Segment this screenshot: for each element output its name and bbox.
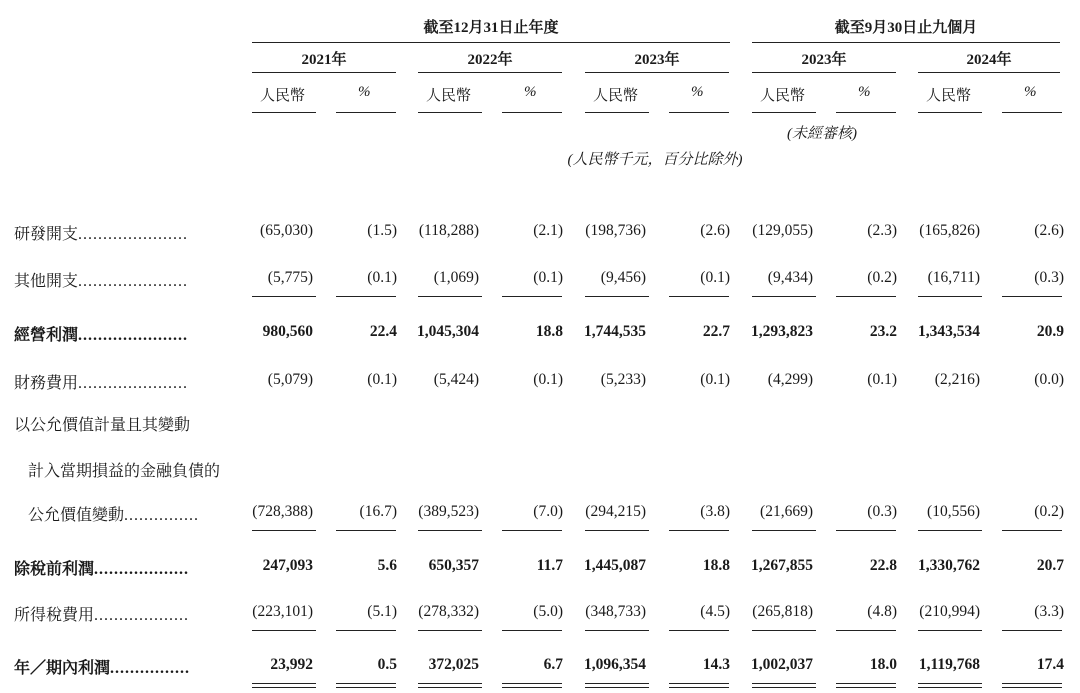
percent-cell: 0.5 [377, 656, 397, 673]
percent-cell: 22.7 [702, 323, 730, 340]
subtotal-rule [252, 296, 316, 297]
row-label: 公允價值變動............... [28, 507, 200, 524]
percent-cell: (3.8) [700, 503, 730, 520]
currency-rule [252, 112, 316, 113]
total-double-rule [502, 683, 562, 688]
percent-cell: 18.8 [535, 323, 563, 340]
currency-rule [752, 112, 816, 113]
amount-cell: (728,388) [252, 503, 313, 520]
subtotal-rule [669, 630, 729, 631]
subtotal-rule [752, 630, 816, 631]
year-header: 2021年 [301, 52, 347, 68]
subtotal-rule [336, 296, 396, 297]
total-double-rule [918, 683, 982, 688]
percent-cell: (4.8) [867, 603, 897, 620]
percent-cell: (4.5) [700, 603, 730, 620]
percent-cell: 6.7 [543, 656, 563, 673]
subtotal-rule [752, 296, 816, 297]
year-header: 2022年 [467, 52, 513, 68]
amount-cell: (294,215) [585, 503, 646, 520]
total-double-rule [252, 683, 316, 688]
total-double-rule [1002, 683, 1062, 688]
amount-cell: (2,216) [934, 371, 980, 388]
percent-cell: (0.1) [367, 371, 397, 388]
row-leader: ............... [124, 507, 200, 524]
unit-note: (人民幣千元，百分比除外) [567, 152, 743, 168]
percent-header: % [691, 84, 704, 100]
percent-cell: (0.1) [367, 269, 397, 286]
amount-cell: (210,994) [919, 603, 980, 620]
amount-cell: (21,669) [760, 503, 813, 520]
amount-cell: (5,233) [600, 371, 646, 388]
percent-cell: (0.3) [1034, 269, 1064, 286]
percent-rule [336, 112, 396, 113]
amount-cell: (223,101) [252, 603, 313, 620]
subtotal-rule [918, 296, 982, 297]
percent-rule [1002, 112, 1062, 113]
total-double-rule [336, 683, 396, 688]
currency-header: 人民幣 [926, 88, 972, 104]
percent-cell: (0.1) [700, 371, 730, 388]
amount-cell: 1,744,535 [584, 323, 646, 340]
total-double-rule [418, 683, 482, 688]
amount-cell: 1,045,304 [417, 323, 479, 340]
percent-cell: 17.4 [1036, 656, 1064, 673]
subtotal-rule [836, 296, 896, 297]
amount-cell: (265,818) [752, 603, 813, 620]
row-label: 以公允價值計量且其變動 [14, 417, 191, 434]
amount-cell: (4,299) [767, 371, 813, 388]
amount-cell: (129,055) [752, 222, 813, 239]
row-leader: ................... [94, 561, 190, 578]
row-label: 除稅前利潤................... [14, 561, 190, 578]
subtotal-rule [836, 630, 896, 631]
percent-cell: (16.7) [359, 503, 397, 520]
total-double-rule [752, 683, 816, 688]
percent-cell: (2.6) [700, 222, 730, 239]
group-header-year: 截至12月31日止年度 [423, 20, 559, 36]
amount-cell: 1,445,087 [584, 557, 646, 574]
amount-cell: 23,992 [270, 656, 313, 673]
amount-cell: (10,556) [927, 503, 980, 520]
percent-cell: 22.4 [369, 323, 397, 340]
amount-cell: (165,826) [919, 222, 980, 239]
year-rule [585, 72, 729, 73]
percent-cell: (3.3) [1034, 603, 1064, 620]
percent-cell: 20.9 [1036, 323, 1064, 340]
subtotal-rule [585, 530, 649, 531]
unaudited-note: (未經審核) [787, 126, 857, 142]
subtotal-rule [252, 630, 316, 631]
subtotal-rule [836, 530, 896, 531]
percent-header: % [358, 84, 371, 100]
subtotal-rule [252, 530, 316, 531]
row-leader: ................ [110, 660, 191, 677]
row-leader: ................... [94, 607, 190, 624]
currency-rule [418, 112, 482, 113]
amount-cell: 1,267,855 [751, 557, 813, 574]
amount-cell: (16,711) [927, 269, 980, 286]
year-rule [252, 72, 396, 73]
row-label: 其他開支...................... [14, 273, 189, 290]
percent-cell: (5.1) [367, 603, 397, 620]
amount-cell: (389,523) [418, 503, 479, 520]
amount-cell: 1,096,354 [584, 656, 646, 673]
row-label: 所得稅費用................... [14, 607, 190, 624]
percent-rule [836, 112, 896, 113]
subtotal-rule [1002, 530, 1062, 531]
percent-cell: 5.6 [377, 557, 397, 574]
percent-cell: (0.2) [1034, 503, 1064, 520]
year-rule [918, 72, 1060, 73]
row-label: 財務費用...................... [14, 375, 189, 392]
subtotal-rule [418, 296, 482, 297]
subtotal-rule [336, 630, 396, 631]
amount-cell: 1,293,823 [751, 323, 813, 340]
year-header: 2023年 [801, 52, 847, 68]
percent-cell: (2.3) [867, 222, 897, 239]
total-double-rule [669, 683, 729, 688]
amount-cell: (9,456) [600, 269, 646, 286]
subtotal-rule [585, 630, 649, 631]
amount-cell: (5,424) [433, 371, 479, 388]
subtotal-rule [752, 530, 816, 531]
subtotal-rule [502, 530, 562, 531]
currency-header: 人民幣 [426, 88, 472, 104]
amount-cell: (1,069) [433, 269, 479, 286]
amount-cell: (348,733) [585, 603, 646, 620]
amount-cell: (118,288) [418, 222, 479, 239]
row-label: 計入當期損益的金融負債的 [28, 463, 221, 480]
subtotal-rule [918, 530, 982, 531]
amount-cell: 1,119,768 [918, 656, 980, 673]
amount-cell: 247,093 [262, 557, 313, 574]
group-rule-nine-months [752, 42, 1060, 43]
subtotal-rule [1002, 296, 1062, 297]
row-leader: ...................... [78, 327, 189, 344]
percent-cell: 18.8 [702, 557, 730, 574]
percent-rule [502, 112, 562, 113]
year-rule [752, 72, 896, 73]
total-double-rule [836, 683, 896, 688]
percent-cell: (2.1) [533, 222, 563, 239]
amount-cell: 650,357 [428, 557, 479, 574]
row-leader: ...................... [78, 375, 189, 392]
subtotal-rule [1002, 630, 1062, 631]
amount-cell: (5,079) [267, 371, 313, 388]
percent-cell: (0.1) [700, 269, 730, 286]
subtotal-rule [669, 296, 729, 297]
percent-cell: (0.1) [867, 371, 897, 388]
year-header: 2023年 [634, 52, 680, 68]
amount-cell: 980,560 [262, 323, 313, 340]
subtotal-rule [502, 630, 562, 631]
amount-cell: (198,736) [585, 222, 646, 239]
percent-rule [669, 112, 729, 113]
amount-cell: (9,434) [767, 269, 813, 286]
group-rule-year [252, 42, 730, 43]
row-label: 經營利潤...................... [14, 327, 189, 344]
currency-header: 人民幣 [260, 88, 306, 104]
percent-cell: 22.8 [869, 557, 897, 574]
percent-header: % [1024, 84, 1037, 100]
percent-header: % [524, 84, 537, 100]
subtotal-rule [336, 530, 396, 531]
percent-cell: 20.7 [1036, 557, 1064, 574]
currency-rule [918, 112, 982, 113]
year-rule [418, 72, 562, 73]
currency-rule [585, 112, 649, 113]
percent-cell: 11.7 [536, 557, 563, 574]
percent-cell: (7.0) [533, 503, 563, 520]
percent-cell: (2.6) [1034, 222, 1064, 239]
currency-header: 人民幣 [760, 88, 806, 104]
subtotal-rule [502, 296, 562, 297]
amount-cell: (65,030) [260, 222, 313, 239]
percent-header: % [858, 84, 871, 100]
group-header-nine-months: 截至9月30日止九個月 [834, 20, 978, 36]
amount-cell: (278,332) [418, 603, 479, 620]
currency-header: 人民幣 [593, 88, 639, 104]
percent-cell: (0.0) [1034, 371, 1064, 388]
amount-cell: (5,775) [267, 269, 313, 286]
percent-cell: (0.1) [533, 371, 563, 388]
percent-cell: (0.2) [867, 269, 897, 286]
percent-cell: (5.0) [533, 603, 563, 620]
amount-cell: 1,343,534 [918, 323, 980, 340]
percent-cell: 23.2 [869, 323, 897, 340]
percent-cell: 14.3 [702, 656, 730, 673]
amount-cell: 1,002,037 [751, 656, 813, 673]
row-leader: ...................... [78, 226, 189, 243]
percent-cell: (1.5) [367, 222, 397, 239]
row-label: 年／期內利潤................ [14, 660, 191, 677]
percent-cell: (0.3) [867, 503, 897, 520]
subtotal-rule [418, 530, 482, 531]
subtotal-rule [585, 296, 649, 297]
subtotal-rule [669, 530, 729, 531]
subtotal-rule [918, 630, 982, 631]
amount-cell: 372,025 [428, 656, 479, 673]
year-header: 2024年 [966, 52, 1012, 68]
subtotal-rule [418, 630, 482, 631]
percent-cell: (0.1) [533, 269, 563, 286]
amount-cell: 1,330,762 [918, 557, 980, 574]
percent-cell: 18.0 [869, 656, 897, 673]
total-double-rule [585, 683, 649, 688]
row-label: 研發開支...................... [14, 226, 189, 243]
row-leader: ...................... [78, 273, 189, 290]
